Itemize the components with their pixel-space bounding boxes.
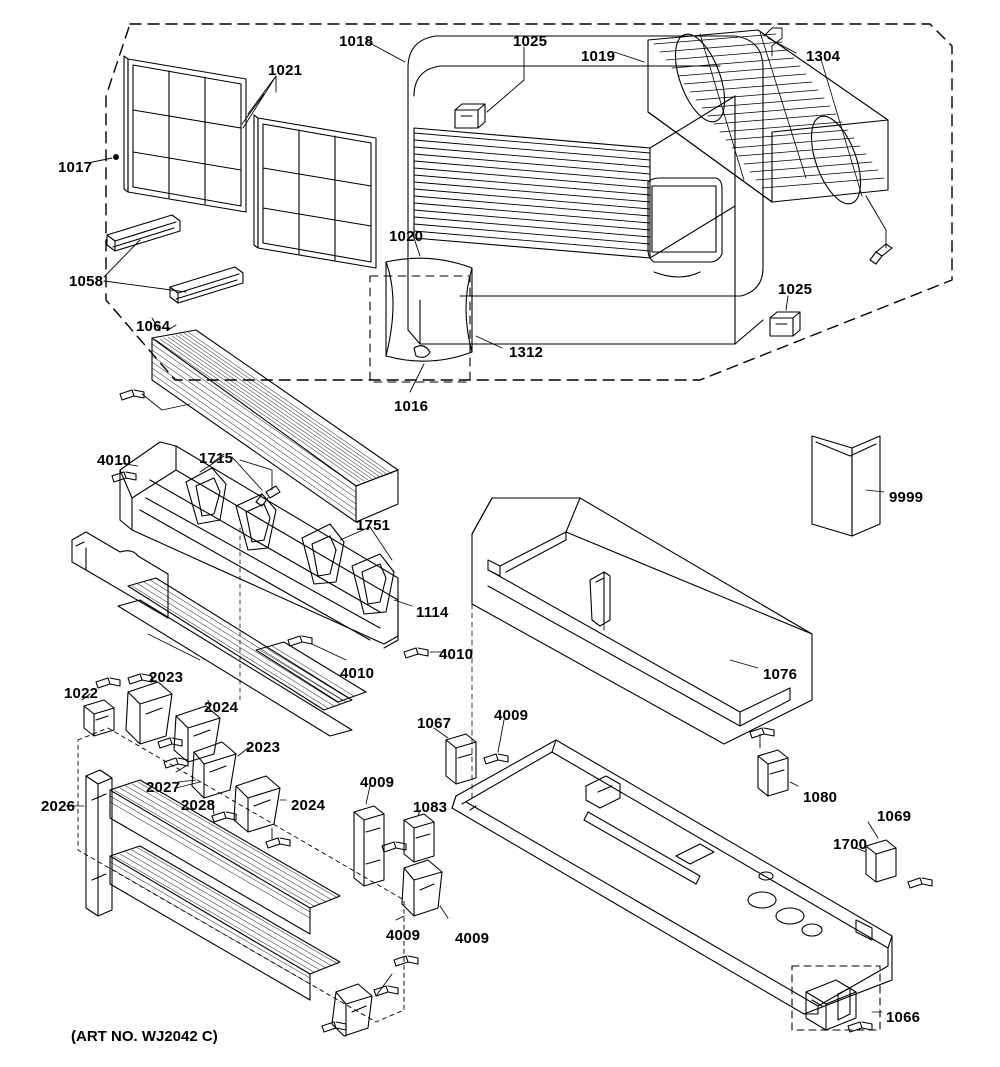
screw-2024-a xyxy=(158,738,182,748)
callout-2023-b: 2023 xyxy=(246,739,281,756)
callout-2026: 2026 xyxy=(41,798,76,815)
blower-wheel-1019 xyxy=(648,28,888,210)
callout-4010-b: 4010 xyxy=(340,665,375,682)
screw-4009-e xyxy=(484,754,508,764)
bracket-2023-a xyxy=(126,682,172,744)
screw-lower-left xyxy=(322,1022,346,1032)
screw-1069 xyxy=(908,878,932,888)
callout-9999: 9999 xyxy=(889,489,924,506)
callout-4010-a: 4010 xyxy=(97,452,132,469)
coil-assembly-2026 xyxy=(78,728,404,1022)
base-chassis xyxy=(452,740,892,1014)
callout-1076: 1076 xyxy=(763,666,798,683)
bracket-1067 xyxy=(446,734,476,784)
filter-panel-right xyxy=(254,115,376,268)
callout-4009-c: 4009 xyxy=(386,927,421,944)
callout-4009-d: 4009 xyxy=(455,930,490,947)
callout-1017: 1017 xyxy=(58,159,93,176)
filter-panel-left xyxy=(124,56,246,212)
callout-1080: 1080 xyxy=(803,789,838,806)
callout-1019: 1019 xyxy=(581,48,616,65)
callout-2028: 2028 xyxy=(181,797,216,814)
callout-1066: 1066 xyxy=(886,1009,921,1026)
clip-1700 xyxy=(866,840,896,882)
bracket-2024-b xyxy=(234,776,280,832)
callout-1700: 1700 xyxy=(833,836,868,853)
bracket-1080 xyxy=(758,750,788,796)
callout-2024-a: 2024 xyxy=(204,699,239,716)
callout-1058: 1058 xyxy=(69,273,104,290)
clip-1058-upper xyxy=(107,215,180,251)
screw-4009-a xyxy=(382,842,406,852)
chassis-1114 xyxy=(120,442,398,648)
screw-4009-c xyxy=(394,956,418,966)
bracket-1025-right xyxy=(770,312,800,336)
manual-9999 xyxy=(812,436,880,536)
screw-4010-d xyxy=(404,648,428,658)
callout-1083: 1083 xyxy=(413,799,448,816)
callout-1751: 1751 xyxy=(356,517,391,534)
callout-2024-b: 2024 xyxy=(291,797,326,814)
callout-1069: 1069 xyxy=(877,808,912,825)
screw-mid-lower xyxy=(266,838,290,848)
callout-1022: 1022 xyxy=(64,685,99,702)
cover-1020 xyxy=(386,258,472,361)
bracket-1022 xyxy=(84,700,114,736)
callout-1064: 1064 xyxy=(136,318,171,335)
callout-1114: 1114 xyxy=(416,604,449,621)
callout-2027: 2027 xyxy=(146,779,181,796)
screw-2028 xyxy=(212,812,236,822)
screw-4010-c xyxy=(288,636,312,646)
callout-1304: 1304 xyxy=(806,48,841,65)
callout-4009-b: 4009 xyxy=(360,774,395,791)
screw-coil-left xyxy=(120,390,144,400)
callout-1067: 1067 xyxy=(417,715,452,732)
callout-1020: 1020 xyxy=(389,228,424,245)
callout-1312: 1312 xyxy=(509,344,544,361)
callout-1018: 1018 xyxy=(339,33,374,50)
callout-4010-c: 4010 xyxy=(439,646,474,663)
clip-1058-lower xyxy=(170,267,243,303)
art-number-label: (ART NO. WJ2042 C) xyxy=(71,1028,218,1045)
callout-1016: 1016 xyxy=(394,398,429,415)
callout-1025-top: 1025 xyxy=(513,33,548,50)
screw-1304 xyxy=(870,244,892,264)
callout-1025-right: 1025 xyxy=(778,281,813,298)
bracket-4009-b xyxy=(402,860,442,916)
callout-4009-a: 4009 xyxy=(494,707,529,724)
screw-1022 xyxy=(96,678,120,688)
callout-2023-a: 2023 xyxy=(149,669,184,686)
bracket-1066 xyxy=(806,980,856,1030)
bracket-1083 xyxy=(404,814,434,862)
group-boundary-1017 xyxy=(106,24,952,380)
callout-1715: 1715 xyxy=(199,450,234,467)
callout-1021: 1021 xyxy=(268,62,303,79)
